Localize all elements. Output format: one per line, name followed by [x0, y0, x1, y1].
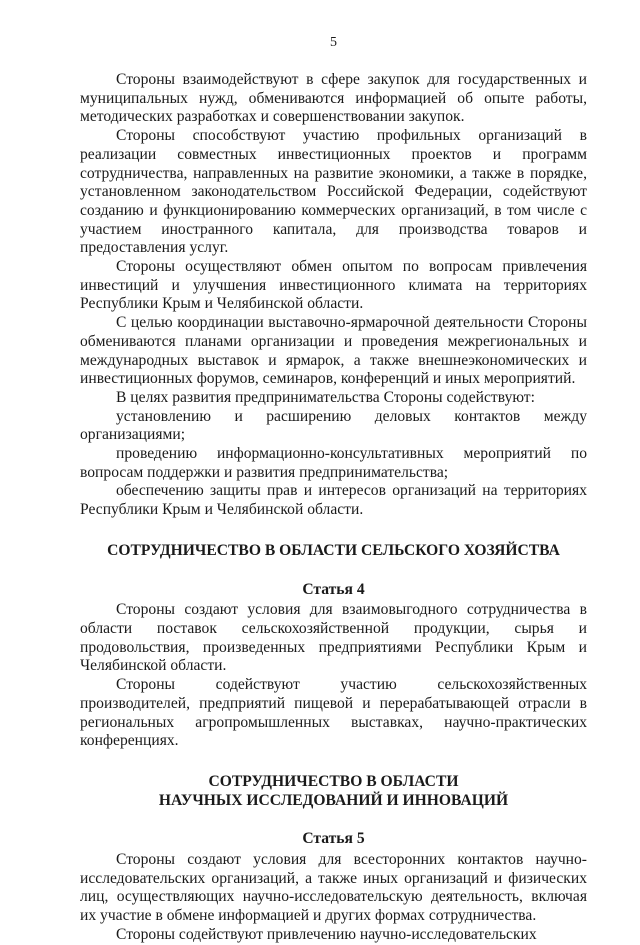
- paragraph-consulting-events: проведению информационно-консультативных мероприятий по вопросам поддержки и развития предпринимательства;: [80, 445, 587, 481]
- article-5-heading: Статья 5: [302, 830, 365, 848]
- article-4-heading: Статья 4: [302, 580, 365, 598]
- paragraph-entrepreneurship-intro: В целях развития предпринимательства Стороны содействуют:: [116, 388, 535, 406]
- page-number: 5: [330, 35, 337, 50]
- paragraph-rights-protection: обеспечению защиты прав и интересов организаций на территориях Республики Крым и Челябинской области.: [80, 482, 587, 519]
- paragraph-research-contacts: Стороны создают условия для всесторонних контактов научно-исследовательских организаций, а также иных организаций и физических лиц, осуществляющих научно-исследовательскую деятельность, включая их участие в обмене информацией и других формах сотрудничества.: [80, 851, 587, 925]
- paragraph-agri-exhibitions: Стороны содействуют участию сельскохозяйственных производителей, предприятий пищевой и перерабатывающей отрасли в региональных агропромышленных выставках, научно-практических конференциях.: [80, 676, 587, 750]
- paragraph-exhibitions: С целью координации выставочно-ярмарочной деятельности Стороны обмениваются планами организации и проведения межрегиональных и международных выставок и ярмарок, а также внешнеэкономических и инвестиционных форумов, семинаров, конференций и иных мероприятий.: [80, 314, 587, 388]
- section-heading-science-line2: НАУЧНЫХ ИССЛЕДОВАНИЙ И ИННОВАЦИЙ: [158, 791, 509, 809]
- paragraph-investment-projects: Стороны способствуют участию профильных организаций в реализации совместных инвестиционных проектов и программ сотрудничества, направленных на развитие экономики, а также в порядке, установленном законодательством Российской Федерации, содействуют созданию и функционированию коммерческих организаций, в том числе с участием иностранного капитала, для производства товаров и предоставления услуг.: [80, 127, 587, 257]
- section-heading-science-line1: СОТРУДНИЧЕСТВО В ОБЛАСТИ: [208, 772, 459, 790]
- paragraph-investment-climate: Стороны осуществляют обмен опытом по вопросам привлечения инвестиций и улучшения инвестиционного климата на территориях Республики Крым и Челябинской области.: [80, 258, 587, 313]
- paragraph-business-contacts: установлению и расширению деловых контактов между организациями;: [80, 407, 587, 444]
- document-page: [80, 34, 587, 945]
- section-heading-science: [80, 773, 587, 810]
- paragraph-agri-supplies: Стороны создают условия для взаимовыгодного сотрудничества в области поставок сельскохозяйственной продукции, сырья и продовольствия, произведенных предприятиями Республики Крым и Челябинской области.: [80, 601, 587, 675]
- paragraph-procurement: Стороны взаимодействуют в сфере закупок для государственных и муниципальных нужд, обмениваются информацией об опыте работы, методических разработках и совершенствовании закупок.: [80, 71, 587, 126]
- paragraph-research-attraction: Стороны содействуют привлечению научно-исследовательских: [116, 925, 537, 943]
- section-heading-agriculture: СОТРУДНИЧЕСТВО В ОБЛАСТИ СЕЛЬСКОГО ХОЗЯЙСТВА: [107, 541, 560, 559]
